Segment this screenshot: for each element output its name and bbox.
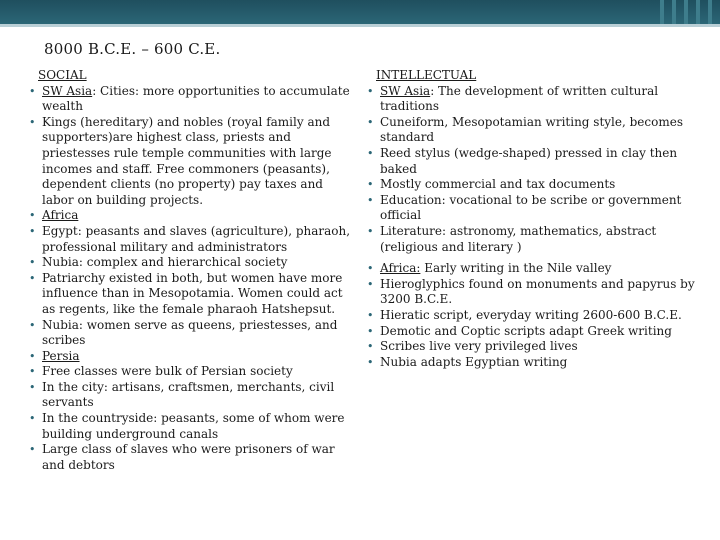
item-text: Literature: astronomy, mathematics, abstract (religious and literary )	[380, 223, 657, 254]
social-list	[26, 84, 356, 474]
item-text: : The development of written cultural traditions	[380, 83, 659, 114]
list-item	[26, 208, 356, 224]
region-label: SW Asia	[380, 83, 431, 98]
banner-stripe	[696, 0, 700, 24]
list-item	[26, 271, 356, 318]
list-item	[26, 380, 356, 411]
intellectual-heading: INTELLECTUAL	[376, 68, 477, 82]
item-text: Education: vocational to be scribe or government official	[380, 192, 682, 223]
slide-title: 8000 B.C.E. – 600 C.E.	[44, 40, 221, 58]
item-text: Early writing in the Nile valley	[420, 261, 612, 276]
item-text: Patriarchy existed in both, but women have more influence than in Mesopotamia. Women could act as regents, like the female pharaoh Hatshepsut.	[42, 270, 343, 316]
item-text: Hieroglyphics found on monuments and papyrus by 3200 B.C.E.	[380, 276, 695, 307]
item-text: Nubia: complex and hierarchical society	[42, 255, 288, 270]
list-item	[26, 115, 356, 209]
list-item	[364, 308, 704, 324]
item-text: : Cities: more opportunities to accumulate wealth	[42, 83, 350, 114]
list-item	[26, 442, 356, 473]
list-item	[26, 84, 356, 115]
item-text: Demotic and Coptic scripts adapt Greek writing	[380, 323, 672, 338]
banner-stripe	[672, 0, 676, 24]
banner-stripe	[708, 0, 712, 24]
region-label: Persia	[42, 348, 80, 363]
banner-stripe	[660, 0, 664, 24]
list-item	[364, 355, 704, 371]
list-item	[364, 193, 704, 224]
banner-stripe	[684, 0, 688, 24]
list-item	[364, 177, 704, 193]
region-label: Africa:	[380, 261, 421, 276]
list-item	[26, 255, 356, 271]
item-text: Nubia adapts Egyptian writing	[380, 354, 568, 369]
list-item	[364, 146, 704, 177]
item-text: Hieratic script, everyday writing 2600-600 B.C.E.	[380, 307, 682, 322]
item-text: Mostly commercial and tax documents	[380, 177, 616, 192]
region-label: SW Asia	[42, 83, 93, 98]
list-item	[364, 324, 704, 340]
list-item	[26, 349, 356, 365]
banner-accent-line	[0, 24, 720, 27]
item-text: In the city: artisans, craftsmen, merchants, civil servants	[42, 379, 335, 410]
list-item	[26, 364, 356, 380]
social-heading: SOCIAL	[38, 68, 87, 82]
region-label: Africa	[42, 208, 79, 223]
header-banner	[0, 0, 720, 24]
list-item	[26, 318, 356, 349]
intellectual-column	[364, 68, 704, 370]
item-text: Kings (hereditary) and nobles (royal family and supporters)are highest class, priests and priestesses rule temple communities with large incomes and staff. Free commoners (peasants), dependent clients (no property) pay taxes and labor on building projects.	[42, 114, 332, 207]
list-item	[364, 84, 704, 115]
intellectual-list	[364, 84, 704, 371]
item-text: In the countryside: peasants, some of whom were building underground canals	[42, 411, 345, 441]
social-column	[26, 68, 356, 473]
list-item	[364, 339, 704, 355]
item-text: Scribes live very privileged lives	[380, 339, 578, 354]
item-text: Egypt: peasants and slaves (agriculture), pharaoh, professional military and administrators	[42, 223, 351, 254]
list-item	[364, 277, 704, 308]
item-text: Cuneiform, Mesopotamian writing style, becomes standard	[380, 114, 683, 145]
list-item	[364, 115, 704, 146]
item-text: Reed stylus (wedge-shaped) pressed in clay then baked	[380, 145, 678, 176]
list-item	[26, 411, 356, 442]
item-text: Large class of slaves who were prisoners of war and debtors	[42, 442, 335, 472]
list-item	[26, 224, 356, 255]
item-text: Nubia: women serve as queens, priestesses, and scribes	[42, 317, 338, 348]
list-item	[364, 224, 704, 255]
list-item	[364, 261, 704, 277]
item-text: Free classes were bulk of Persian society	[42, 364, 293, 379]
